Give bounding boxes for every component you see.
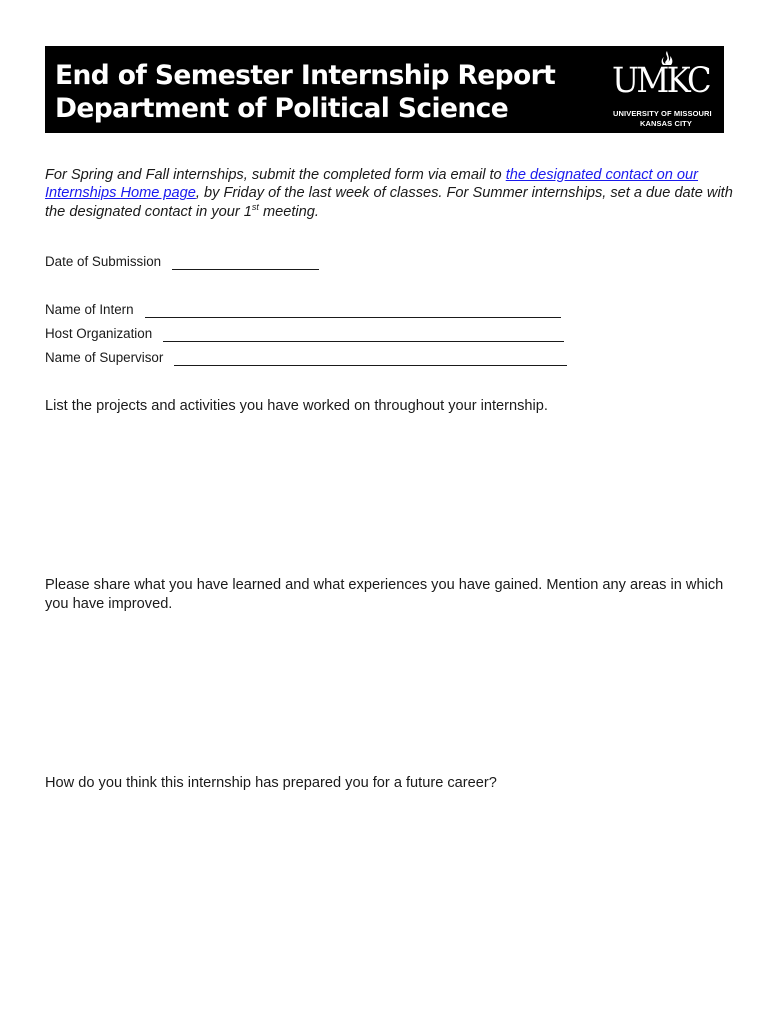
date-input-line[interactable] [172,257,319,270]
host-organization-field [45,325,564,342]
header-banner [45,46,724,133]
ordinal-suffix: st [251,201,259,212]
supervisor-name-field [45,349,567,366]
intern-label: Name of Intern [45,302,134,317]
intern-input-line[interactable] [145,305,561,318]
logo-city: KANSAS CITY [640,119,692,128]
logo-university: UNIVERSITY OF MISSOURI [613,109,712,118]
question-career: How do you think this internship has prepared you for a future career? [45,775,497,791]
logo-wordmark: UMKC [612,61,709,101]
instructions-paragraph [45,166,735,221]
host-input-line[interactable] [163,329,564,342]
intro-text-middle: , by Friday of the last week of classes. For Summer internships, set a due date with the designated contact in your 1 [45,185,733,220]
report-title [55,59,555,125]
host-label: Host Organization [45,326,153,341]
title-line-1: End of Semester Internship Report [55,60,556,91]
intro-text-end: meeting. [258,203,319,220]
question-learned: Please share what you have learned and what experiences you have gained. Mention any areas in which you have improved. [45,577,724,612]
date-of-submission-field [45,253,319,270]
contact-link[interactable]: the designated contact on our Internships Home page [45,167,699,202]
date-label: Date of Submission [45,254,162,269]
intern-name-field [45,301,561,318]
question-projects: List the projects and activities you have worked on throughout your internship. [45,398,548,414]
supervisor-input-line[interactable] [174,353,567,366]
supervisor-label: Name of Supervisor [45,350,164,365]
umkc-logo [610,50,718,130]
title-line-2: Department of Political Science [55,93,509,124]
intro-text-start: For Spring and Fall internships, submit the completed form via email to [45,167,506,183]
